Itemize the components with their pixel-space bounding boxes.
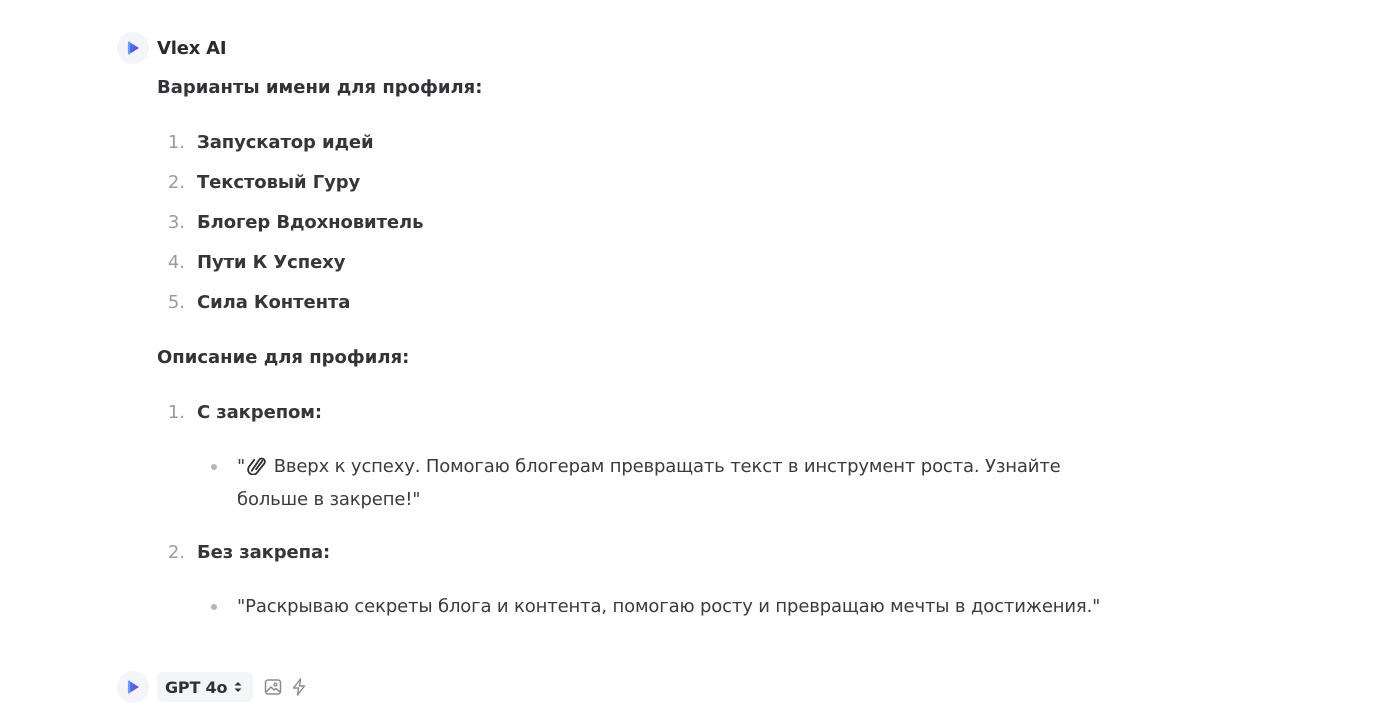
list-number: 5.: [167, 292, 185, 313]
assistant-message: [117, 32, 1177, 617]
list-number: 1.: [167, 402, 185, 423]
model-label: GPT 4o: [165, 677, 228, 697]
bullet-dot: [211, 464, 217, 470]
list-item-text: Запускатор идей: [197, 132, 374, 153]
model-selector-button[interactable]: [157, 672, 253, 702]
description-text: "Раскрываю секреты блога и контента, помогаю росту и превращаю мечты в достижения.": [237, 596, 1101, 617]
list-item-text: Блогер Вдохновитель: [197, 212, 424, 233]
assistant-avatar: [117, 671, 149, 703]
bullet-dot: [211, 604, 217, 610]
message-header: [117, 32, 1177, 64]
assistant-avatar: [117, 32, 149, 64]
list-item-text: Текстовый Гуру: [197, 172, 361, 193]
lightning-icon[interactable]: [290, 677, 308, 697]
composer-bar: [117, 671, 308, 703]
image-icon[interactable]: [264, 677, 282, 697]
list-item-title: С закрепом:: [197, 402, 323, 423]
play-logo-icon: [126, 680, 140, 694]
description-heading: Описание для профиля:: [157, 347, 410, 368]
list-number: 1.: [167, 132, 185, 153]
list-item-text: Пути К Успеху: [197, 252, 346, 273]
list-number: 2.: [167, 542, 185, 563]
description-body: Вверх к успеху. Помогаю блогерам превращать текст в инструмент роста. Узнайте больше в закрепе!": [237, 456, 1061, 510]
list-number: 3.: [167, 212, 185, 233]
sort-arrows-icon: [233, 681, 243, 693]
list-item-text: Сила Контента: [197, 292, 351, 313]
list-number: 2.: [167, 172, 185, 193]
assistant-name: Vlex AI: [157, 37, 227, 59]
list-item-title: Без закрепа:: [197, 542, 331, 563]
play-logo-icon: [126, 41, 140, 55]
names-heading: Варианты имени для профиля:: [157, 77, 483, 98]
description-text: [237, 452, 1137, 515]
paperclip-icon: [246, 455, 268, 485]
quote-mark: ": [237, 456, 246, 477]
list-number: 4.: [167, 252, 185, 273]
